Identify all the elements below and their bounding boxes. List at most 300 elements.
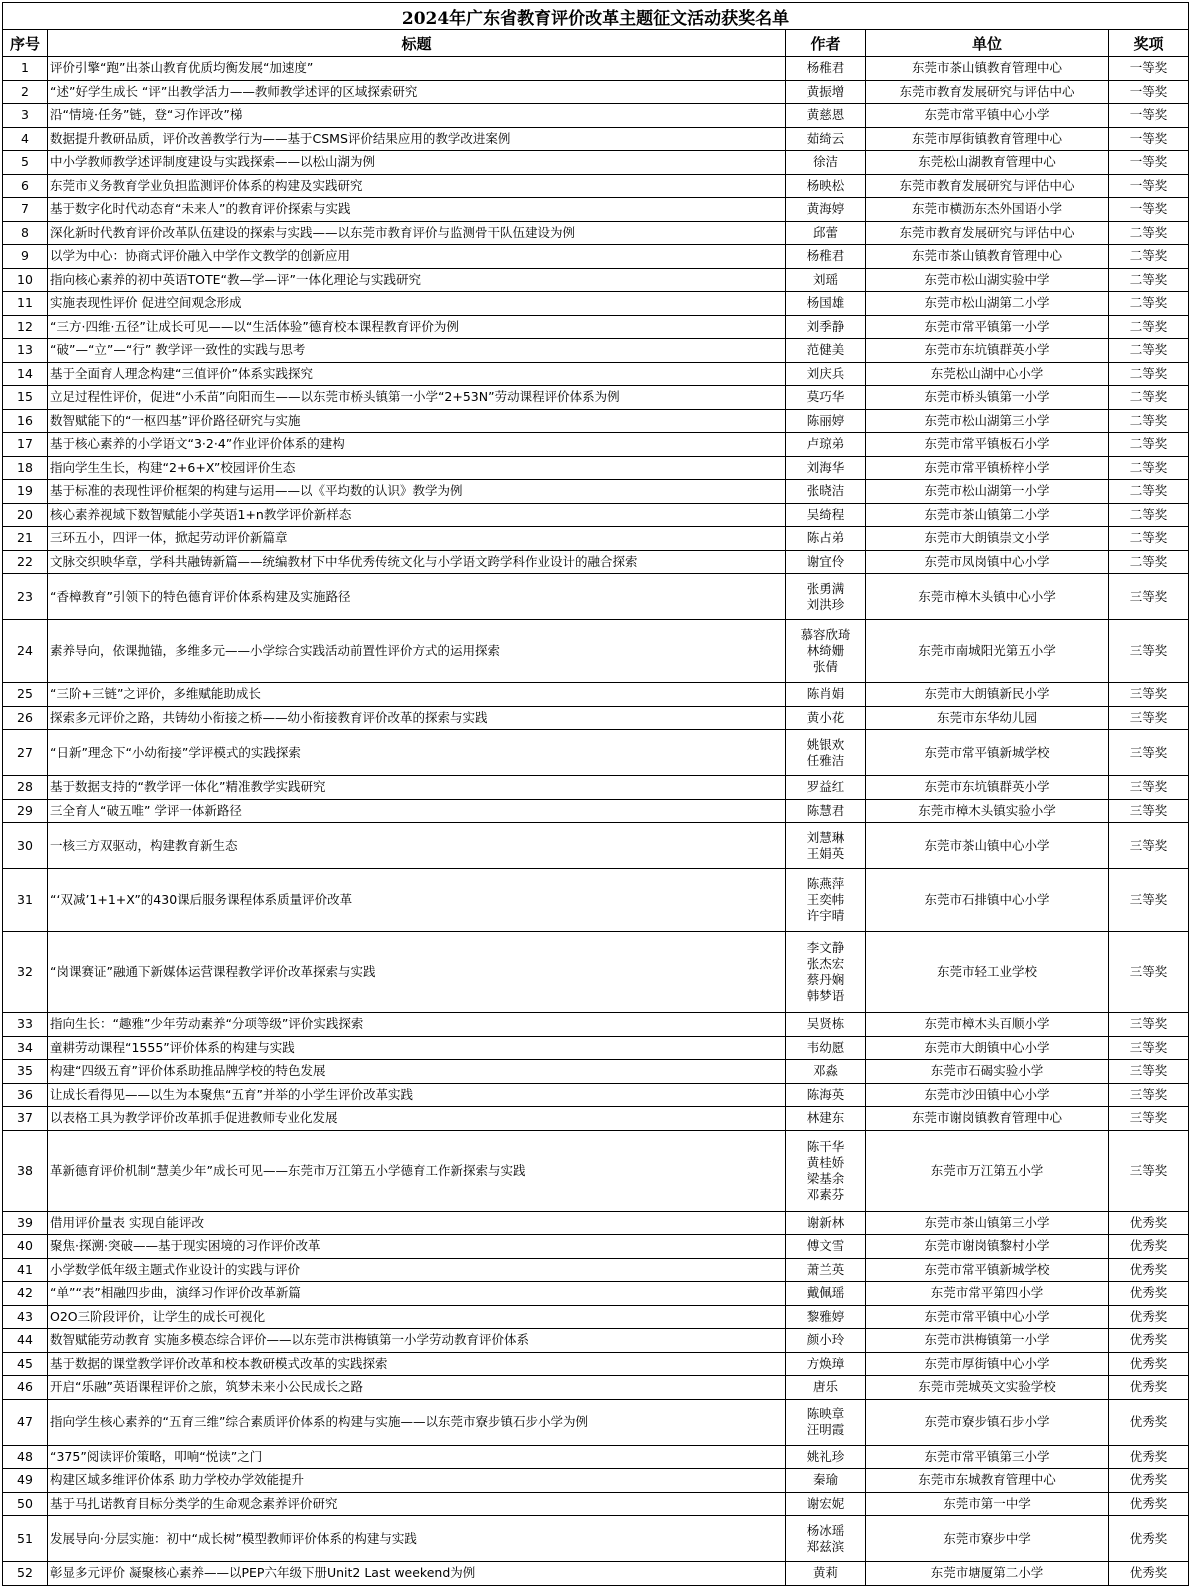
row-award: 二等奖 [1109, 362, 1189, 386]
row-authors [786, 1013, 866, 1037]
author-name: 刘洪珍 [806, 596, 845, 612]
author-name: 陈燕萍 [806, 876, 845, 891]
table-row [3, 1130, 1189, 1211]
row-unit: 东莞市教育发展研究与评估中心 [866, 80, 1109, 104]
row-unit: 东莞市第一中学 [866, 1492, 1109, 1516]
header-author: 作者 [786, 30, 866, 57]
row-title: 发展导向·分层实施：初中“成长树”模型教师评价体系的构建与实践 [48, 1516, 786, 1562]
row-award: 三等奖 [1109, 1013, 1189, 1037]
table-row [3, 1516, 1189, 1562]
row-authors [786, 799, 866, 823]
row-number: 32 [3, 932, 48, 1013]
table-row [3, 574, 1189, 620]
table-row [3, 268, 1189, 292]
row-unit: 东莞市凤岗镇中心小学 [866, 550, 1109, 574]
row-title: 一核三方双驱动，构建教育新生态 [48, 823, 786, 869]
table-row [3, 480, 1189, 504]
row-authors [786, 574, 866, 620]
author-name: 陈慧君 [806, 802, 845, 818]
table-row [3, 1036, 1189, 1060]
row-number: 50 [3, 1492, 48, 1516]
row-authors [786, 503, 866, 527]
row-number: 26 [3, 706, 48, 730]
row-authors [786, 1492, 866, 1516]
table-row [3, 127, 1189, 151]
header-no: 序号 [3, 30, 48, 57]
row-title: 深化新时代教育评价改革队伍建设的探索与实践——以东莞市教育评价与监测骨干队伍建设为例 [48, 221, 786, 245]
row-authors [786, 1211, 866, 1235]
row-number: 51 [3, 1516, 48, 1562]
row-authors [786, 869, 866, 932]
row-award: 一等奖 [1109, 174, 1189, 198]
row-authors [786, 174, 866, 198]
table-row [3, 1235, 1189, 1259]
row-number: 49 [3, 1469, 48, 1493]
row-award: 二等奖 [1109, 480, 1189, 504]
author-name: 张晓洁 [806, 483, 845, 499]
author-name: 梁基余 [806, 1170, 845, 1186]
author-name: 唐乐 [812, 1379, 838, 1395]
row-award: 三等奖 [1109, 1107, 1189, 1131]
row-award: 二等奖 [1109, 386, 1189, 410]
row-title: 小学数学低年级主题式作业设计的实践与评价 [48, 1258, 786, 1282]
row-authors [786, 1258, 866, 1282]
row-authors [786, 409, 866, 433]
author-name: 李文静 [806, 940, 845, 955]
row-unit: 东莞市沙田镇中心小学 [866, 1083, 1109, 1107]
table-row [3, 1258, 1189, 1282]
author-name: 方焕璋 [806, 1355, 845, 1371]
row-award: 优秀奖 [1109, 1282, 1189, 1306]
row-authors [786, 480, 866, 504]
row-title: 借用评价量表 实现自能评改 [48, 1211, 786, 1235]
row-authors [786, 730, 866, 776]
row-title: 东莞市义务教育学业负担监测评价体系的构建及实践研究 [48, 174, 786, 198]
row-number: 16 [3, 409, 48, 433]
author-name: 邓素芬 [806, 1186, 845, 1202]
row-number: 4 [3, 127, 48, 151]
row-title: 彰显多元评价 凝聚核心素养——以PEP六年级下册Unit2 Last weekend为例 [48, 1562, 786, 1586]
row-unit: 东莞市东坑镇群英小学 [866, 339, 1109, 363]
row-number: 42 [3, 1282, 48, 1306]
row-unit: 东莞市东华幼儿园 [866, 706, 1109, 730]
row-number: 29 [3, 799, 48, 823]
row-number: 13 [3, 339, 48, 363]
row-title: 中小学教师教学述评制度建设与实践探索——以松山湖为例 [48, 151, 786, 175]
row-title: 数智赋能下的“一枢四基”评价路径研究与实施 [48, 409, 786, 433]
author-name: 傅文雪 [806, 1238, 845, 1254]
row-authors [786, 1282, 866, 1306]
author-name: 许宇晴 [806, 908, 845, 923]
author-name: 秦瑜 [812, 1472, 838, 1488]
table-row [3, 683, 1189, 707]
row-unit: 东莞市洪梅镇第一小学 [866, 1329, 1109, 1353]
row-award: 优秀奖 [1109, 1329, 1189, 1353]
row-unit: 东莞市茶山镇教育管理中心 [866, 245, 1109, 269]
row-title: 评价引擎“跑”出茶山教育优质均衡发展“加速度” [48, 57, 786, 81]
table-row [3, 1399, 1189, 1445]
row-number: 38 [3, 1130, 48, 1211]
row-unit: 东莞市莞城英文实验学校 [866, 1376, 1109, 1400]
author-name: 莫巧华 [806, 389, 845, 405]
row-title: O2O三阶段评价，让学生的成长可视化 [48, 1305, 786, 1329]
row-number: 41 [3, 1258, 48, 1282]
row-award: 一等奖 [1109, 57, 1189, 81]
author-name: 徐洁 [812, 154, 838, 170]
row-number: 34 [3, 1036, 48, 1060]
table-row [3, 1492, 1189, 1516]
author-name: 黄莉 [812, 1565, 838, 1581]
table-row [3, 339, 1189, 363]
row-title: 基于标准的表现性评价框架的构建与运用——以《平均数的认识》教学为例 [48, 480, 786, 504]
row-award: 二等奖 [1109, 268, 1189, 292]
row-award: 二等奖 [1109, 221, 1189, 245]
author-name: 吴绮程 [806, 506, 845, 522]
author-name: 杨稚君 [806, 60, 845, 76]
header-unit: 单位 [866, 30, 1109, 57]
author-name: 范健美 [806, 342, 845, 358]
row-unit: 东莞市万江第五小学 [866, 1130, 1109, 1211]
row-number: 9 [3, 245, 48, 269]
row-unit: 东莞市松山湖第一小学 [866, 480, 1109, 504]
row-number: 35 [3, 1060, 48, 1084]
row-number: 11 [3, 292, 48, 316]
row-unit: 东莞市大朗镇中心小学 [866, 1036, 1109, 1060]
row-title: 核心素养视域下数智赋能小学英语1+n教学评价新样态 [48, 503, 786, 527]
table-row [3, 245, 1189, 269]
table-row [3, 1352, 1189, 1376]
row-authors [786, 706, 866, 730]
row-unit: 东莞市松山湖实验中学 [866, 268, 1109, 292]
row-award: 优秀奖 [1109, 1258, 1189, 1282]
row-unit: 东莞市茶山镇第二小学 [866, 503, 1109, 527]
row-authors [786, 80, 866, 104]
row-unit: 东莞市常平镇新城学校 [866, 730, 1109, 776]
table-row [3, 80, 1189, 104]
author-name: 任雅洁 [806, 752, 845, 768]
row-unit: 东莞市茶山镇教育管理中心 [866, 57, 1109, 81]
row-award: 三等奖 [1109, 1130, 1189, 1211]
row-title: 以表格工具为教学评价改革抓手促进教师专业化发展 [48, 1107, 786, 1131]
row-number: 31 [3, 869, 48, 932]
table-row [3, 1305, 1189, 1329]
row-award: 优秀奖 [1109, 1211, 1189, 1235]
author-name: 陈肖娟 [806, 686, 845, 702]
row-authors [786, 1445, 866, 1469]
row-award: 一等奖 [1109, 104, 1189, 128]
row-number: 23 [3, 574, 48, 620]
row-title: 童耕劳动课程“1555”评价体系的构建与实践 [48, 1036, 786, 1060]
row-unit: 东莞市寮步中学 [866, 1516, 1109, 1562]
row-unit: 东莞市东城教育管理中心 [866, 1469, 1109, 1493]
row-award: 二等奖 [1109, 527, 1189, 551]
row-authors [786, 1352, 866, 1376]
row-authors [786, 620, 866, 683]
table-row [3, 1060, 1189, 1084]
row-authors [786, 362, 866, 386]
row-unit: 东莞市厚街镇中心小学 [866, 1352, 1109, 1376]
table-row [3, 503, 1189, 527]
row-authors [786, 1399, 866, 1445]
row-number: 10 [3, 268, 48, 292]
row-authors [786, 433, 866, 457]
table-row [3, 527, 1189, 551]
author-name: 刘季静 [806, 318, 845, 334]
row-number: 22 [3, 550, 48, 574]
row-unit: 东莞市轻工业学校 [866, 932, 1109, 1013]
author-name: 姚银欢 [806, 736, 845, 752]
author-name: 林建东 [806, 1110, 845, 1126]
row-unit: 东莞市松山湖第二小学 [866, 292, 1109, 316]
row-number: 12 [3, 315, 48, 339]
row-title: 基于数据支持的“教学评一体化”精准教学实践研究 [48, 776, 786, 800]
table-row [3, 409, 1189, 433]
row-authors [786, 221, 866, 245]
table-row [3, 151, 1189, 175]
row-award: 优秀奖 [1109, 1492, 1189, 1516]
table-row [3, 1469, 1189, 1493]
author-name: 颜小玲 [806, 1332, 845, 1348]
row-number: 20 [3, 503, 48, 527]
table-row [3, 1211, 1189, 1235]
row-title: 三环五小，四评一体，掀起劳动评价新篇章 [48, 527, 786, 551]
row-number: 27 [3, 730, 48, 776]
row-number: 40 [3, 1235, 48, 1259]
author-name: 邱蕾 [812, 224, 838, 240]
table-row [3, 315, 1189, 339]
row-title: 基于数据的课堂教学评价改革和校本教研模式改革的实践探索 [48, 1352, 786, 1376]
table-row [3, 174, 1189, 198]
row-title: “三阶+三链”之评价，多维赋能助成长 [48, 683, 786, 707]
row-award: 三等奖 [1109, 706, 1189, 730]
table-row [3, 292, 1189, 316]
row-award: 三等奖 [1109, 730, 1189, 776]
row-title: 以学为中心：协商式评价融入中学作文教学的创新应用 [48, 245, 786, 269]
row-authors [786, 1107, 866, 1131]
row-unit: 东莞市东坑镇群英小学 [866, 776, 1109, 800]
row-unit: 东莞市常平镇新城学校 [866, 1258, 1109, 1282]
row-number: 52 [3, 1562, 48, 1586]
row-number: 39 [3, 1211, 48, 1235]
table-row [3, 104, 1189, 128]
row-number: 14 [3, 362, 48, 386]
row-award: 二等奖 [1109, 550, 1189, 574]
row-award: 优秀奖 [1109, 1516, 1189, 1562]
author-name: 蔡丹娴 [806, 972, 845, 987]
row-title: 开启“乐融”英语课程评价之旅，筑梦未来小公民成长之路 [48, 1376, 786, 1400]
author-name: 姚礼珍 [806, 1448, 845, 1464]
row-title: 沿“情境·任务”链，登“习作评改”梯 [48, 104, 786, 128]
row-unit: 东莞市石排镇中心小学 [866, 869, 1109, 932]
row-authors [786, 1376, 866, 1400]
table-row [3, 1107, 1189, 1131]
row-number: 2 [3, 80, 48, 104]
row-award: 二等奖 [1109, 503, 1189, 527]
row-title: “破”—“立”—“行” 教学评一致性的实践与思考 [48, 339, 786, 363]
row-award: 三等奖 [1109, 776, 1189, 800]
row-award: 优秀奖 [1109, 1399, 1189, 1445]
row-authors [786, 776, 866, 800]
row-award: 一等奖 [1109, 80, 1189, 104]
row-title: 构建区域多维评价体系 助力学校办学效能提升 [48, 1469, 786, 1493]
author-name: 张杰宏 [806, 956, 845, 971]
row-number: 30 [3, 823, 48, 869]
row-unit: 东莞市厚街镇教育管理中心 [866, 127, 1109, 151]
row-title: 基于全面育人理念构建“三值评价”体系实践探究 [48, 362, 786, 386]
row-title: 指向核心素养的初中英语TOTE“教—学—评”一体化理论与实践研究 [48, 268, 786, 292]
row-authors [786, 198, 866, 222]
author-name: 陈海英 [806, 1086, 845, 1102]
author-name: 刘慧琳 [806, 829, 845, 845]
row-unit: 东莞市谢岗镇黎村小学 [866, 1235, 1109, 1259]
table-row [3, 799, 1189, 823]
row-number: 6 [3, 174, 48, 198]
sheet-title: 2024年广东省教育评价改革主题征文活动获奖名单 [3, 3, 1189, 30]
header-title: 标题 [48, 30, 786, 57]
row-unit: 东莞市南城阳光第五小学 [866, 620, 1109, 683]
table-row [3, 1445, 1189, 1469]
author-name: 韦幼愿 [806, 1039, 845, 1055]
row-award: 二等奖 [1109, 409, 1189, 433]
author-name: 邓淼 [812, 1063, 838, 1079]
row-number: 44 [3, 1329, 48, 1353]
table-row [3, 386, 1189, 410]
table-body [3, 57, 1189, 1586]
row-award: 二等奖 [1109, 315, 1189, 339]
row-number: 45 [3, 1352, 48, 1376]
row-unit: 东莞市常平第四小学 [866, 1282, 1109, 1306]
row-title: 三全育人“破五唯” 学评一体新路径 [48, 799, 786, 823]
row-unit: 东莞市寮步镇石步小学 [866, 1399, 1109, 1445]
author-name: 黄桂娇 [806, 1154, 845, 1170]
row-unit: 东莞市松山湖第三小学 [866, 409, 1109, 433]
row-unit: 东莞市大朗镇新民小学 [866, 683, 1109, 707]
row-authors [786, 932, 866, 1013]
row-title: 数智赋能劳动教育 实施多模态综合评价——以东莞市洪梅镇第一小学劳动教育评价体系 [48, 1329, 786, 1353]
table-row [3, 706, 1189, 730]
author-name: 刘庆兵 [806, 365, 845, 381]
author-name: 陈丽婷 [806, 412, 845, 428]
row-authors [786, 527, 866, 551]
row-authors [786, 823, 866, 869]
table-row [3, 620, 1189, 683]
row-unit: 东莞松山湖教育管理中心 [866, 151, 1109, 175]
author-name: 林绮姗 [806, 643, 845, 658]
row-authors [786, 315, 866, 339]
row-award: 二等奖 [1109, 456, 1189, 480]
row-unit: 东莞市谢岗镇教育管理中心 [866, 1107, 1109, 1131]
table-row [3, 1329, 1189, 1353]
row-number: 43 [3, 1305, 48, 1329]
author-name: 郑兹滨 [806, 1538, 845, 1554]
row-award: 二等奖 [1109, 433, 1189, 457]
award-table [2, 2, 1189, 1586]
row-authors [786, 1083, 866, 1107]
author-name: 韩梦语 [806, 988, 845, 1003]
author-name: 陈占弟 [806, 530, 845, 546]
row-award: 优秀奖 [1109, 1445, 1189, 1469]
row-authors [786, 292, 866, 316]
row-award: 优秀奖 [1109, 1562, 1189, 1586]
author-name: 杨稚君 [806, 248, 845, 264]
row-title: “‘双减’1+1+X”的430课后服务课程体系质量评价改革 [48, 869, 786, 932]
author-name: 戴佩瑶 [806, 1285, 845, 1301]
row-number: 24 [3, 620, 48, 683]
author-name: 刘海华 [806, 459, 845, 475]
row-title: 基于马扎诺教育目标分类学的生命观念素养评价研究 [48, 1492, 786, 1516]
author-name: 黄小花 [806, 709, 845, 725]
row-award: 三等奖 [1109, 1036, 1189, 1060]
row-number: 19 [3, 480, 48, 504]
row-title: 基于核心素养的小学语文“3·2·4”作业评价体系的建构 [48, 433, 786, 457]
row-unit: 东莞市常平镇中心小学 [866, 1305, 1109, 1329]
row-unit: 东莞市教育发展研究与评估中心 [866, 174, 1109, 198]
row-unit: 东莞市石碣实验小学 [866, 1060, 1109, 1084]
author-name: 黄振增 [806, 83, 845, 99]
row-award: 三等奖 [1109, 620, 1189, 683]
row-title: 革新德育评价机制“慧美少年”成长可见——东莞市万江第五小学德育工作新探索与实践 [48, 1130, 786, 1211]
author-name: 杨国雄 [806, 295, 845, 311]
author-name: 陈干华 [806, 1138, 845, 1154]
author-name: 张勇满 [806, 580, 845, 596]
row-authors [786, 57, 866, 81]
table-row [3, 57, 1189, 81]
row-authors [786, 1562, 866, 1586]
row-title: 让成长看得见——以生为本聚焦“五育”并举的小学生评价改革实践 [48, 1083, 786, 1107]
row-authors [786, 683, 866, 707]
row-award: 三等奖 [1109, 799, 1189, 823]
row-title: “岗课赛证”融通下新媒体运营课程教学评价改革探索与实践 [48, 932, 786, 1013]
row-unit: 东莞市常平镇中心小学 [866, 104, 1109, 128]
row-authors [786, 1469, 866, 1493]
award-list-sheet [2, 2, 1188, 1586]
author-name: 茹绮云 [806, 130, 845, 146]
row-title: “述”好学生成长 “评”出教学活力——教师教学述评的区域探索研究 [48, 80, 786, 104]
row-award: 三等奖 [1109, 1083, 1189, 1107]
row-award: 优秀奖 [1109, 1352, 1189, 1376]
row-award: 二等奖 [1109, 292, 1189, 316]
author-name: 黄海婷 [806, 201, 845, 217]
header-row [3, 30, 1189, 57]
row-authors [786, 104, 866, 128]
row-unit: 东莞市茶山镇第三小学 [866, 1211, 1109, 1235]
row-authors [786, 1060, 866, 1084]
row-authors [786, 339, 866, 363]
row-unit: 东莞市横沥东杰外国语小学 [866, 198, 1109, 222]
row-unit: 东莞市樟木头镇实验小学 [866, 799, 1109, 823]
table-row [3, 730, 1189, 776]
table-row [3, 1083, 1189, 1107]
row-authors [786, 1329, 866, 1353]
row-authors [786, 268, 866, 292]
row-authors [786, 1516, 866, 1562]
row-unit: 东莞松山湖中心小学 [866, 362, 1109, 386]
author-name: 陈映章 [806, 1406, 845, 1421]
row-unit: 东莞市教育发展研究与评估中心 [866, 221, 1109, 245]
row-title: 数据提升教研品质，评价改善教学行为——基于CSMS评价结果应用的教学改进案例 [48, 127, 786, 151]
row-authors [786, 550, 866, 574]
row-award: 三等奖 [1109, 683, 1189, 707]
row-award: 一等奖 [1109, 127, 1189, 151]
author-name: 张倩 [812, 659, 838, 674]
table-row [3, 433, 1189, 457]
row-unit: 东莞市常平镇桥梓小学 [866, 456, 1109, 480]
author-name: 慕容欣琦 [800, 627, 851, 642]
table-row [3, 1562, 1189, 1586]
author-name: 卢琼弟 [806, 436, 845, 452]
row-title: “日新”理念下“小幼衔接”学评模式的实践探索 [48, 730, 786, 776]
row-number: 3 [3, 104, 48, 128]
